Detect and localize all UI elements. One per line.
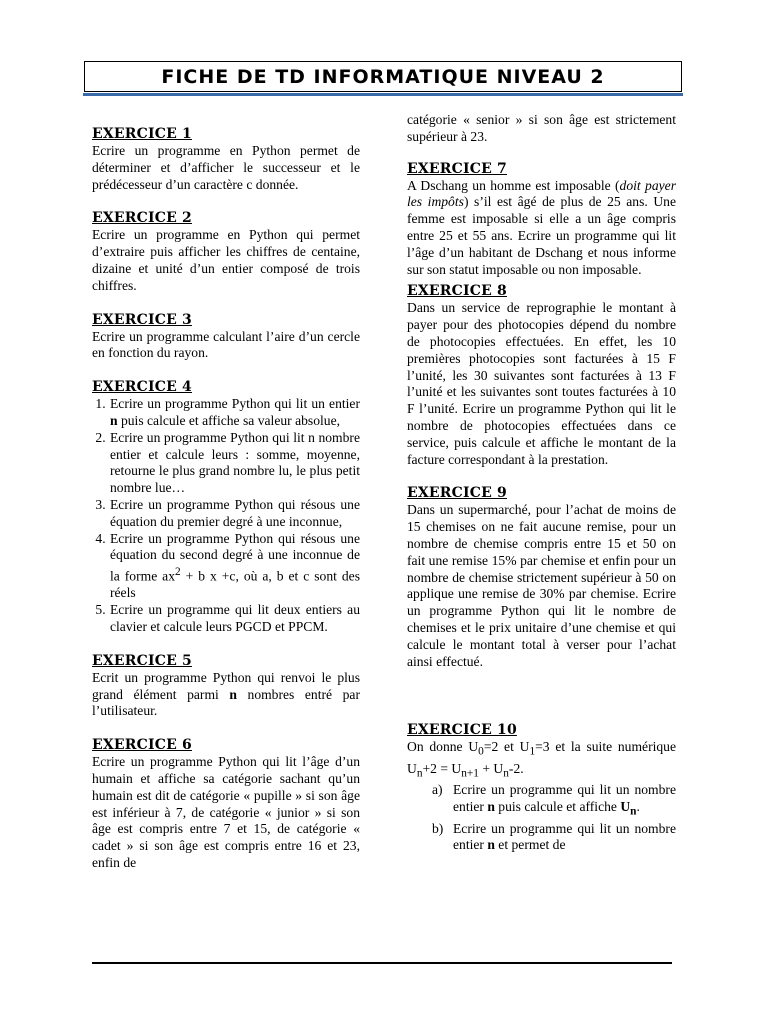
exercise-6 (92, 737, 360, 872)
exercise-10 (407, 722, 676, 854)
exercise-heading: EXERCICE 2 (92, 210, 192, 227)
exercise-heading: EXERCICE 4 (92, 379, 192, 396)
exercise-text: Dans un supermarché, pour l’achat de moins de 15 chemises on ne fait aucune remise, pour un nombre de chemise compris entre 15 et 50 on fait une remise 15% par chemise et enfin pour un nombre de chemise strictement supérieur à 50 on applique une remise de 30% par chemise. Ecrire un programme Python qui lit le nombre de chemises et le prix unitaire d’une chemise et qui calcule le montant total à verser pour l’achat ainsi effectué. (407, 502, 676, 669)
exercise-8 (407, 283, 676, 468)
subscript: 1 (529, 746, 536, 759)
item-text: Ecrire un programme qui lit un nombre entier (453, 782, 676, 815)
list-item: 2. Ecrire un programme Python qui lit n nombre entier et calcule leurs : somme, moyenne, retourne le plus grand nombre lu, le plus petit nombre lue… (109, 430, 360, 497)
italic-text: doit payer les impôts (407, 177, 676, 210)
list-item (432, 782, 676, 820)
exercise-text: Ecrire un programme calculant l’aire d’un cercle en fonction du rayon. (92, 328, 360, 361)
exercise-text (407, 178, 676, 279)
item-text: et permet de (494, 837, 566, 853)
exercise-heading: EXERCICE 3 (92, 311, 192, 328)
variable-n: n (229, 686, 237, 702)
exercise-heading: EXERCICE 10 (407, 722, 517, 739)
exercise-heading: EXERCICE 5 (92, 652, 192, 669)
list-item: 5. Ecrire un programme qui lit deux entiers au clavier et calcule leurs PGCD et PPCM. (109, 602, 360, 636)
exercise-6-continuation: catégorie « senior » si son âge est strictement supérieur à 23. (407, 112, 676, 144)
text-part: A Dschang un homme est imposable ( (407, 177, 620, 193)
exercise-3 (92, 312, 360, 363)
text-part: +2 = U (422, 760, 462, 776)
exercise-list (92, 396, 360, 636)
title-box (84, 61, 682, 92)
exercise-2 (92, 210, 360, 294)
text-part: Ecrit un programme Python qui renvoi le plus grand élément parmi (92, 669, 360, 702)
text-part: On donne U (407, 739, 479, 755)
subscript: n (416, 767, 423, 780)
exercise-text: Ecrire un programme en Python permet de déterminer et d’afficher le successeur et le prédécesseur d’un caractère c donnée. (92, 143, 360, 192)
exercise-7 (407, 161, 676, 279)
item-text: + b x +c, où a, b et c sont des réels (110, 568, 360, 601)
subscript: n (630, 805, 637, 818)
list-item (109, 531, 360, 603)
exercise-heading: EXERCICE 8 (407, 283, 507, 300)
text-part: =3 et la suite numérique U (407, 739, 677, 776)
exercise-heading: EXERCICE 6 (92, 737, 192, 754)
item-text: Ecrire un programme Python qui lit un entier (110, 396, 360, 412)
variable-n: n (487, 837, 495, 853)
item-text: puis calcule et affiche sa valeur absolue, (117, 412, 341, 428)
list-item: 3. Ecrire un programme Python qui résous une équation du premier degré à une inconnue, (109, 497, 360, 531)
subscript: n+1 (461, 767, 479, 780)
item-text: puis calcule et affiche (494, 799, 621, 815)
exercise-4 (92, 379, 360, 636)
text-part: -2. (508, 760, 524, 776)
u-n-symbol (620, 799, 637, 818)
text-part: =2 et U (483, 739, 530, 755)
exercise-heading: EXERCICE 7 (407, 160, 507, 177)
page-title: FICHE DE TD INFORMATIQUE NIVEAU 2 (161, 65, 605, 88)
exercise-text (407, 739, 676, 782)
exercise-text (92, 670, 360, 720)
exponent: 2 (175, 566, 181, 579)
exercise-heading: EXERCICE 9 (407, 485, 507, 502)
list-item (432, 820, 676, 855)
text-part: nombres entré par l’utilisateur. (92, 686, 360, 719)
exercise-9 (407, 485, 676, 670)
item-text: . (636, 799, 640, 815)
exercise-text: Ecrire un programme Python qui lit l’âge d’un humain et affiche sa catégorie sachant qu’un humain est dit de catégorie « pupille » si son âge est inférieur à 7, de catégorie « junior » si son âge est compris entre 7 et 15, de catégorie « cadet » si son âge est compris entre 16 et 23, enfin de (92, 754, 360, 871)
exercise-text: Ecrire un programme en Python qui permet d’extraire puis afficher les chiffres de centaine, dizaine et unité d’un entier composé de trois chiffres. (92, 227, 360, 293)
item-text: Ecrire un programme Python qui résous une équation du second degré à une inconnue de la forme ax (110, 530, 360, 584)
footer-divider (92, 962, 672, 964)
variable-n: n (110, 412, 118, 428)
exercise-sublist (407, 782, 676, 854)
exercise-text: Dans un service de reprographie le montant à payer pour des photocopies dépend du nombre de photocopies effectuées. En effet, les 10 premières photocopies sont facturées à 15 F l’unité, les 30 suivantes sont facturées à 13 F l’unité et les suivantes sont toutes facturées à 10 F l’unité. Ecrire un programme Python qui lit le nombre de photocopies effectuées dans ce service, puis calcule et affiche le montant de la facture correspondant à la prestation. (407, 300, 676, 467)
subscript: 0 (478, 746, 484, 759)
exercise-5 (92, 653, 360, 720)
exercise-1 (92, 126, 360, 193)
list-marker: b) (432, 820, 444, 836)
text-part: ) s’il est âgé de plus de 25 ans. Une femme est imposable si elle a un âge compris entre 25 et 55 ans. Ecrire un programme qui lit l’âge d’un habitant de Dschang et nous informe sur son statut imposable ou non imposable. (407, 194, 676, 277)
symbol-u: U (620, 799, 631, 815)
text-part: + U (478, 760, 504, 776)
item-text: Ecrire un programme qui lit un nombre entier (453, 820, 676, 853)
variable-n: n (487, 799, 495, 815)
subscript: n (503, 767, 509, 780)
left-column (92, 110, 360, 872)
list-item (109, 396, 360, 430)
exercise-heading: EXERCICE 1 (92, 126, 192, 142)
list-marker: a) (432, 782, 443, 798)
right-column (407, 112, 676, 854)
